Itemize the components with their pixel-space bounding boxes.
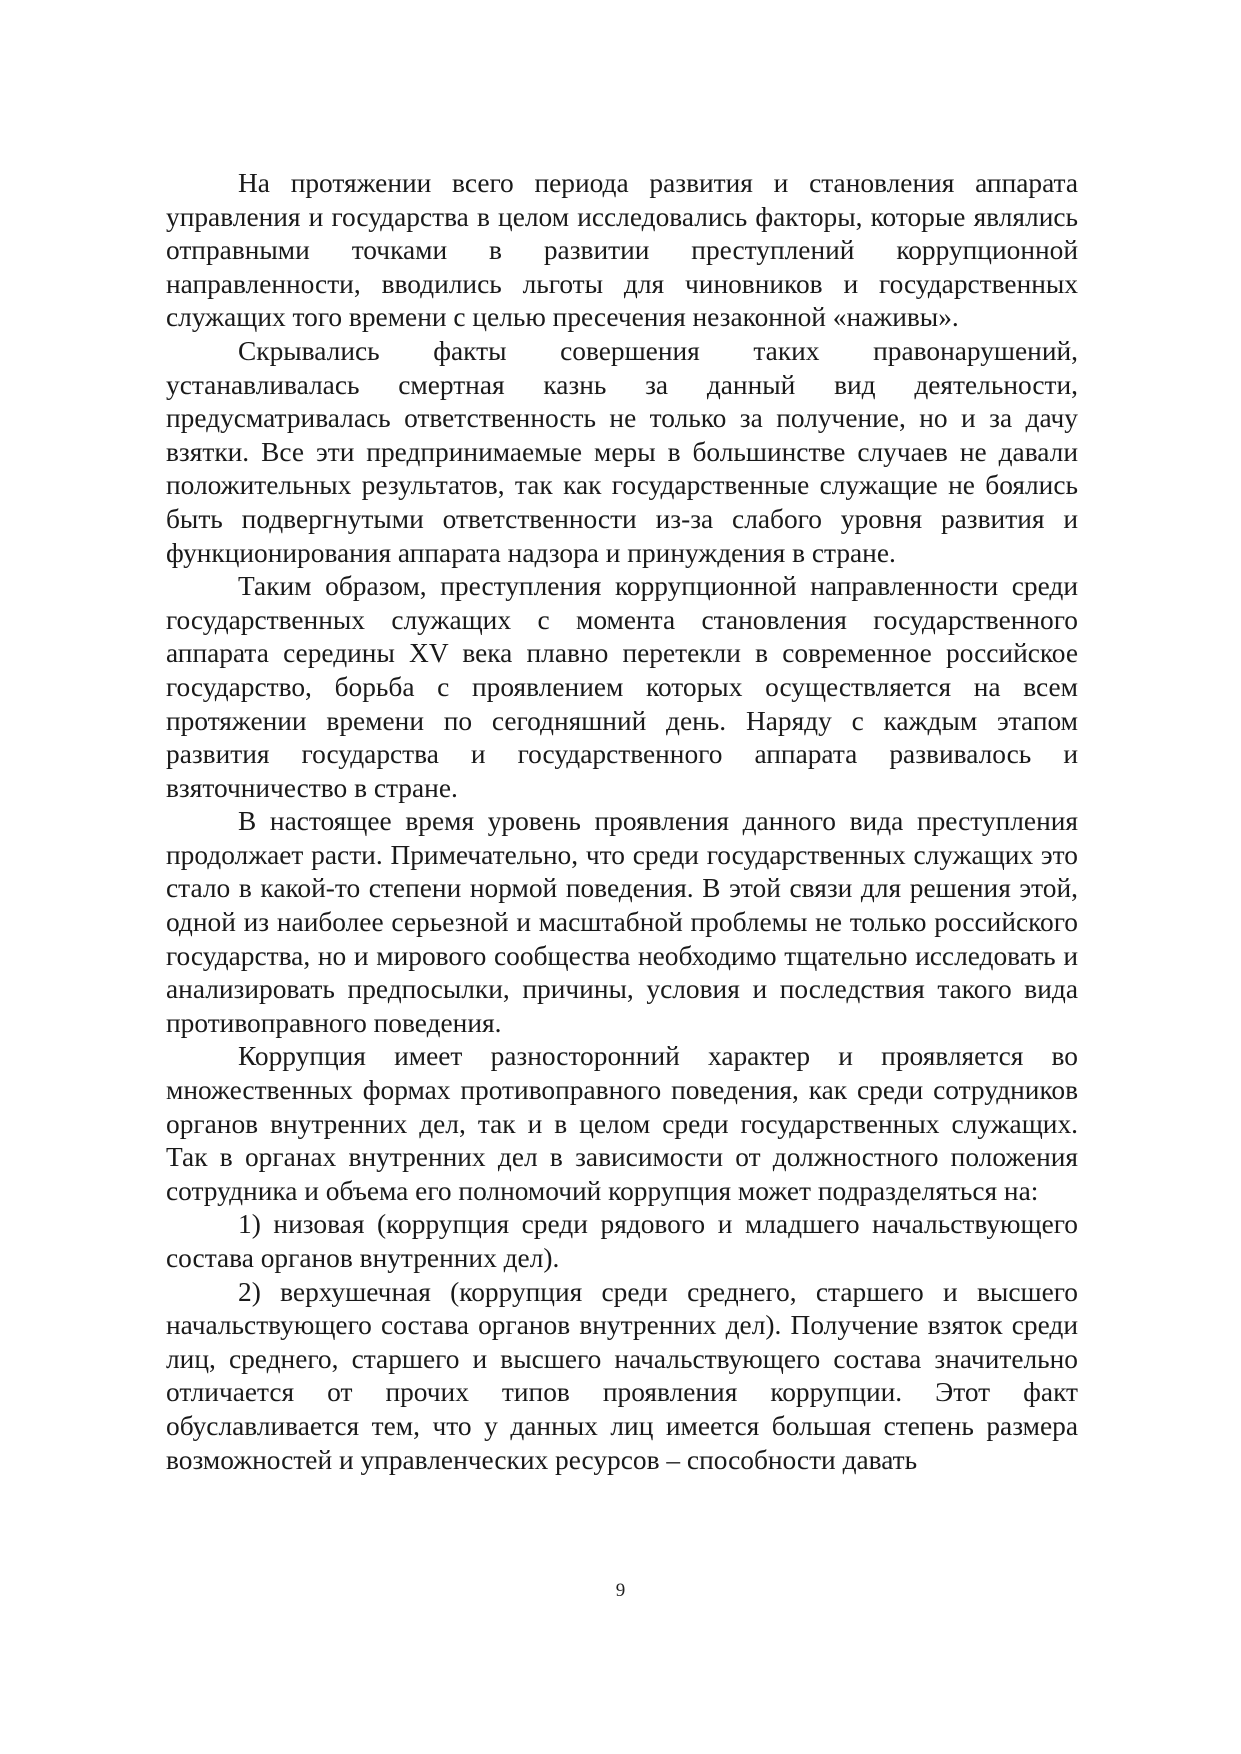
paragraph-5: Коррупция имеет разносторонний характер и проявляется во множественных формах противоправного поведения, как среди сотрудников органов внутренних дел, так и в целом среди государственных служащих. Так в органах внутренних дел в зависимости от должностного положения сотрудника и объема его полномочий коррупция может подразделяться на: (166, 1041, 1078, 1206)
list-item-2: 2) верхушечная (коррупция среди среднего, старшего и высшего начальствующего состава органов внутренних дел). Получение взяток среди лиц, среднего, старшего и высшего начальствующего состава значительно отличается от прочих типов проявления коррупции. Этот факт обуславливается тем, что у данных лиц имеется большая степень размера возможностей и управленческих ресурсов – способности давать (166, 1276, 1078, 1475)
paragraph-4: В настоящее время уровень проявления данного вида преступления продолжает расти. Примечательно, что среди государственных служащих это стало в какой-то степени нормой поведения. В этой связи для решения этой, одной из наиболее серьезной и масштабной проблемы не только российского государства, но и мирового сообщества необходимо тщательно исследовать и анализировать предпосылки, причины, условия и последствия такого вида противоправного поведения. (166, 806, 1078, 1038)
list-item-1: 1) низовая (коррупция среди рядового и младшего начальствующего состава органов внутренних дел). (166, 1209, 1078, 1273)
paragraph-1: На протяжении всего периода развития и становления аппарата управления и государства в целом исследовались факторы, которые являлись отправными точками в развитии преступлений коррупционной направленности, вводились льготы для чиновников и государственных служащих того времени с целью пресечения незаконной «наживы». (166, 168, 1078, 333)
paragraph-2: Скрывались факты совершения таких правонарушений, устанавливалась смертная казнь за данный вид деятельности, предусматривалась ответственность не только за получение, но и за дачу взятки. Все эти предпринимаемые меры в большинстве случаев не давали положительных результатов, так как государственные служащие не боялись быть подвергнутыми ответственности из-за слабого уровня развития и функционирования аппарата надзора и принуждения в стране. (166, 335, 1078, 568)
paragraph-3: Таким образом, преступления коррупционной направленности среди государственных служащих с момента становления государственного аппарата середины XV века плавно перетекли в современное российское государство, борьба с проявлением которых осуществляется на всем протяжении времени по сегодняшний день. Наряду с каждым этапом развития государства и государственного аппарата развивалось и взяточничество в стране. (166, 571, 1078, 803)
body-text (166, 167, 1078, 1477)
page-number: 9 (615, 1580, 626, 1601)
